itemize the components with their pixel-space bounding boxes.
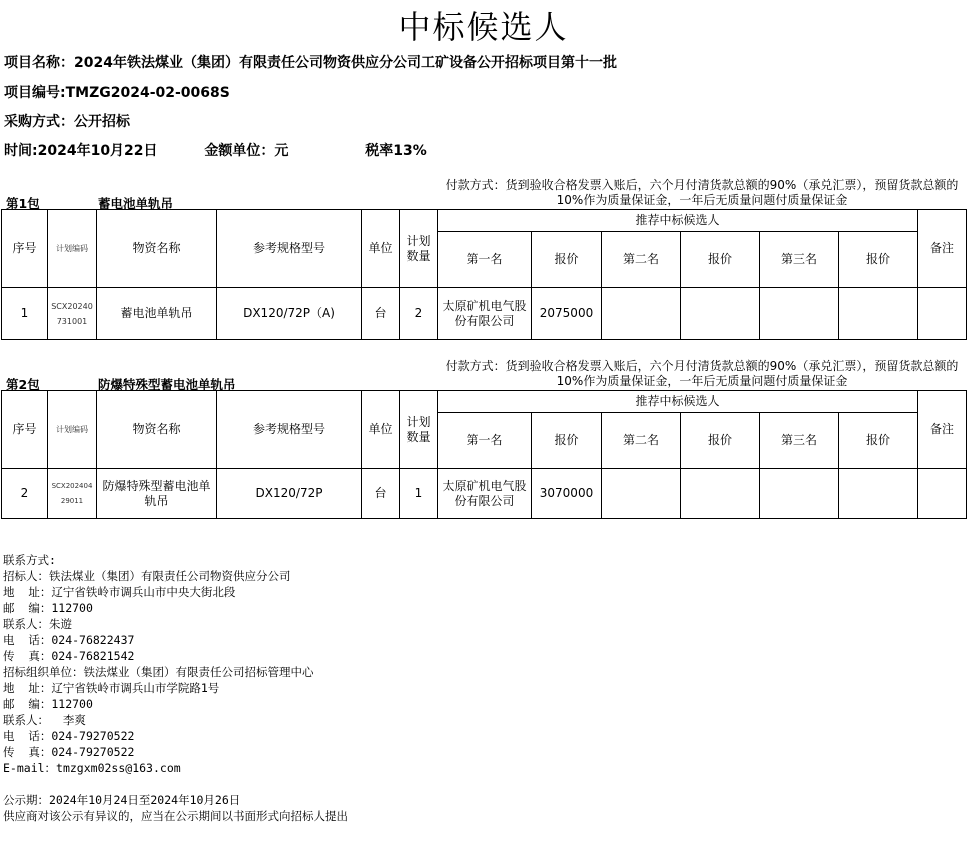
cell-price2 xyxy=(681,469,760,519)
notice-objection: 供应商对该公示有异议的，应当在公示期间以书面形式向招标人提出 xyxy=(3,809,348,823)
package-label-2: 第2包 xyxy=(6,377,40,392)
table-row xyxy=(2,288,967,340)
contact-heading: 联系方式: xyxy=(3,553,56,567)
cell-spec: DX120/72P（A) xyxy=(217,288,362,340)
cell-plan-code: SCX20240429011 xyxy=(48,469,97,519)
tax-value: 13% xyxy=(393,143,427,159)
header-rank2: 第二名 xyxy=(602,413,681,469)
contact-line-email: E-mail：tmzgxm02ss@163.com xyxy=(3,761,181,775)
header-price2: 报价 xyxy=(681,232,760,288)
payment-terms-1: 付款方式：货到验收合格发票入账后，六个月付清货款总额的90%（承兑汇票），预留货款总额的10%作为质量保证金，一年后无质量问题付质量保证金 xyxy=(445,178,959,207)
header-rank2: 第二名 xyxy=(602,232,681,288)
header-price3: 报价 xyxy=(839,413,918,469)
procurement-method: 公开招标 xyxy=(74,114,130,130)
page-title: 中标候选人 xyxy=(398,8,569,46)
contact-line-agency-postcode: 邮 编：112700 xyxy=(3,697,93,711)
cell-spec: DX120/72P xyxy=(217,469,362,519)
header-qty: 计划数量 xyxy=(400,391,438,469)
cell-price1: 2075000 xyxy=(532,288,602,340)
procurement-method-line xyxy=(4,111,130,131)
time-line xyxy=(4,140,427,160)
project-name: 2024年铁法煤业（集团）有限责任公司物资供应分公司工矿设备公开招标项目第十一批 xyxy=(74,55,617,71)
time-value: 2024年10月22日 xyxy=(37,143,158,159)
header-rank3: 第三名 xyxy=(760,232,839,288)
project-name-line xyxy=(4,52,617,72)
package-label-1: 第1包 xyxy=(6,196,40,211)
contact-line-phone: 电 话：024-76822437 xyxy=(3,633,135,647)
header-price1: 报价 xyxy=(532,413,602,469)
cell-remark xyxy=(918,469,967,519)
contact-line-tenderer: 招标人：铁法煤业（集团）有限责任公司物资供应分公司 xyxy=(3,569,291,583)
contact-line-fax: 传 真：024-76821542 xyxy=(3,649,135,663)
procurement-method-label: 采购方式： xyxy=(4,114,74,130)
header-item-name: 物资名称 xyxy=(97,210,217,288)
cell-price1: 3070000 xyxy=(532,469,602,519)
header-rank1: 第一名 xyxy=(438,413,532,469)
table-row xyxy=(2,469,967,519)
header-price2: 报价 xyxy=(681,413,760,469)
cell-qty: 2 xyxy=(400,288,438,340)
contact-line-agency: 招标组织单位：铁法煤业（集团）有限责任公司招标管理中心 xyxy=(3,665,314,679)
header-price3: 报价 xyxy=(839,232,918,288)
cell-rank1: 太原矿机电气股份有限公司 xyxy=(438,469,532,519)
cell-item-name: 防爆特殊型蓄电池单轨吊 xyxy=(97,469,217,519)
cell-seq: 1 xyxy=(2,288,48,340)
cell-unit: 台 xyxy=(362,288,400,340)
cell-rank3 xyxy=(760,288,839,340)
notice-block xyxy=(3,792,348,824)
time-label: 时间: xyxy=(4,143,38,159)
header-seq: 序号 xyxy=(2,210,48,288)
cell-remark xyxy=(918,288,967,340)
contact-line-agency-address: 地 址：辽宁省铁岭市调兵山市学院路1号 xyxy=(3,681,220,695)
package-table-2 xyxy=(1,390,967,519)
header-plan-code: 计划编码 xyxy=(48,210,97,288)
currency-label: 金额单位： xyxy=(204,143,275,159)
header-price1: 报价 xyxy=(532,232,602,288)
cell-price2 xyxy=(681,288,760,340)
header-plan-code: 计划编码 xyxy=(48,391,97,469)
cell-rank1: 太原矿机电气股份有限公司 xyxy=(438,288,532,340)
tax-label: 税率 xyxy=(365,143,394,159)
cell-plan-code: SCX20240731001 xyxy=(48,288,97,340)
cell-seq: 2 xyxy=(2,469,48,519)
project-number-line xyxy=(4,82,230,102)
contact-block xyxy=(3,552,314,776)
contact-line-address: 地 址：辽宁省铁岭市调兵山市中央大街北段 xyxy=(3,585,236,599)
header-recommended: 推荐中标候选人 xyxy=(438,391,918,413)
contact-line-agency-fax: 传 真：024-79270522 xyxy=(3,745,135,759)
header-unit: 单位 xyxy=(362,391,400,469)
project-name-label: 项目名称： xyxy=(4,55,74,71)
contact-line-postcode: 邮 编：112700 xyxy=(3,601,93,615)
header-rank1: 第一名 xyxy=(438,232,532,288)
package-name-2: 防爆特殊型蓄电池单轨吊 xyxy=(98,377,236,392)
header-recommended: 推荐中标候选人 xyxy=(438,210,918,232)
contact-line-agency-person: 联系人： 李爽 xyxy=(3,713,86,727)
header-item-name: 物资名称 xyxy=(97,391,217,469)
project-number-label: 项目编号: xyxy=(4,85,66,101)
currency-value: 元 xyxy=(274,143,289,159)
header-remark: 备注 xyxy=(918,210,967,288)
cell-price3 xyxy=(839,469,918,519)
cell-unit: 台 xyxy=(362,469,400,519)
cell-rank2 xyxy=(602,288,681,340)
cell-item-name: 蓄电池单轨吊 xyxy=(97,288,217,340)
package-name-1: 蓄电池单轨吊 xyxy=(98,196,174,211)
cell-qty: 1 xyxy=(400,469,438,519)
payment-terms-2: 付款方式：货到验收合格发票入账后，六个月付清货款总额的90%（承兑汇票），预留货款总额的10%作为质量保证金，一年后无质量问题付质量保证金 xyxy=(445,359,959,388)
cell-rank2 xyxy=(602,469,681,519)
header-spec: 参考规格型号 xyxy=(217,391,362,469)
project-number: TMZG2024-02-0068S xyxy=(65,85,230,101)
header-rank3: 第三名 xyxy=(760,413,839,469)
cell-rank3 xyxy=(760,469,839,519)
header-remark: 备注 xyxy=(918,391,967,469)
header-unit: 单位 xyxy=(362,210,400,288)
contact-line-agency-phone: 电 话：024-79270522 xyxy=(3,729,135,743)
notice-period: 公示期：2024年10月24日至2024年10月26日 xyxy=(3,793,241,807)
contact-line-person: 联系人：朱遊 xyxy=(3,617,72,631)
cell-price3 xyxy=(839,288,918,340)
package-table-1 xyxy=(1,209,967,340)
header-spec: 参考规格型号 xyxy=(217,210,362,288)
header-seq: 序号 xyxy=(2,391,48,469)
header-qty: 计划数量 xyxy=(400,210,438,288)
